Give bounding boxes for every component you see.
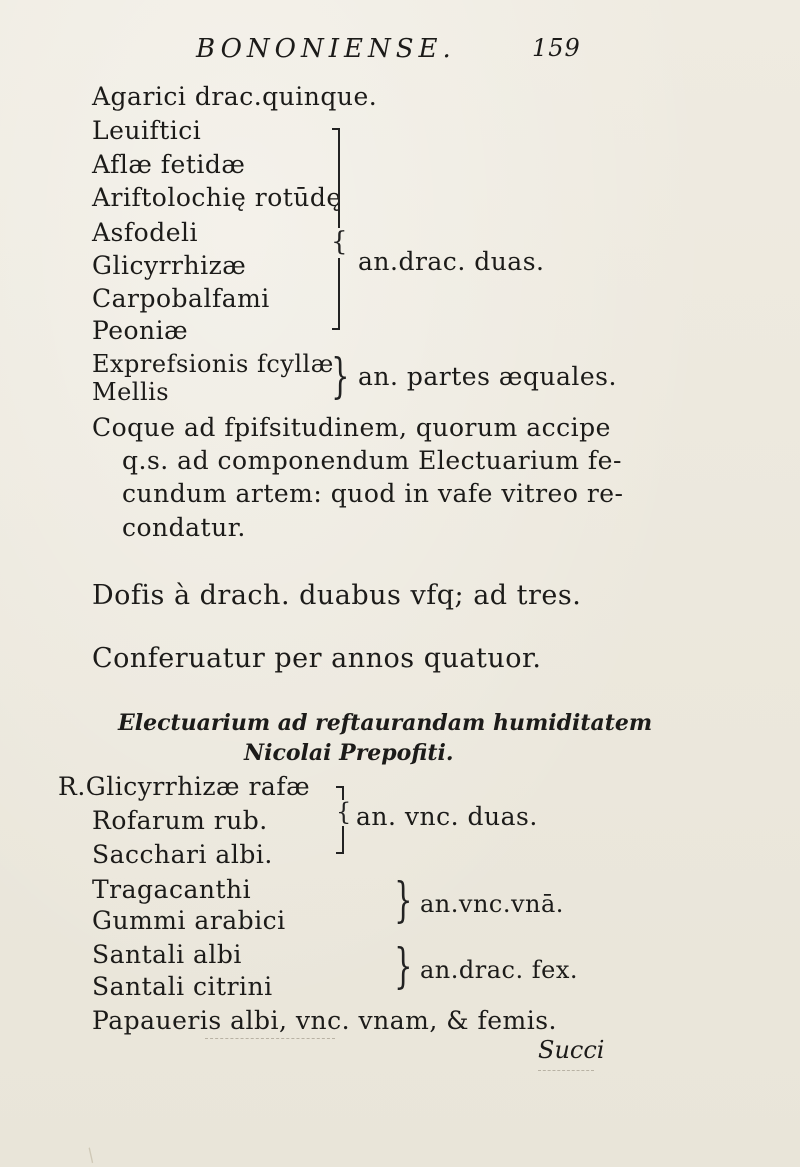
- bracket2-bottom-tick: [336, 852, 344, 854]
- brace-recipe2-group3: }: [394, 938, 413, 994]
- catchword-rule: [538, 1070, 594, 1071]
- stray-mark: /: [83, 1144, 99, 1167]
- recipe2-group2-quantity: an.vnc.vnā.: [420, 890, 564, 918]
- ingredient-glicyrrhizae-rasae: R.Glicyrrhizæ rafæ: [58, 772, 311, 801]
- bracket-group1-point: {: [331, 227, 348, 257]
- ingredient-asae-fetidae: Aflæ fetidæ: [92, 150, 246, 179]
- catchword: Succi: [538, 1036, 605, 1064]
- recipe2-group1-quantity: an. vnc. duas.: [356, 802, 538, 831]
- ingredient-rosarum-rub: Rofarum rub.: [92, 806, 268, 835]
- page-number: 159: [532, 34, 581, 62]
- faint-dash-rule: [205, 1038, 335, 1039]
- ingredient-glicyrrhizae: Glicyrrhizæ: [92, 251, 247, 280]
- bracket2-point: {: [336, 798, 352, 826]
- running-title: BONONIENSE.: [196, 34, 456, 64]
- ingredient-expressionis-scyllae: Exprefsionis fcyllæ: [92, 350, 334, 378]
- instruction-line-2: q.s. ad componendum Electuarium fe-: [122, 446, 622, 475]
- ingredient-sacchari-albi: Sacchari albi.: [92, 840, 273, 869]
- bracket-group1-lower: [338, 258, 340, 328]
- ingredient-aristolochiae: Ariftolochię rotūdę: [92, 183, 342, 212]
- instruction-line-4: condatur.: [122, 513, 246, 542]
- ingredient-leuistici: Leuiftici: [92, 116, 202, 145]
- recipe2-title-line1: Electuarium ad reftaurandam humiditatem: [118, 710, 653, 736]
- bracket2-lower: [342, 826, 344, 852]
- ingredient-tragacanthi: Tragacanthi: [92, 875, 252, 904]
- group2-quantity: an. partes æquales.: [358, 362, 617, 391]
- ingredient-gummi-arabici: Gummi arabici: [92, 906, 286, 935]
- instruction-line-1: Coque ad fpifsitudinem, quorum accipe: [92, 413, 611, 442]
- bracket-group1-upper: [338, 128, 340, 228]
- ingredient-santali-citrini: Santali citrini: [92, 972, 273, 1001]
- recipe2-group3-quantity: an.drac. fex.: [420, 956, 578, 984]
- group1-quantity: an.drac. duas.: [358, 247, 545, 276]
- dose-line: Dofis à drach. duabus vfq; ad tres.: [92, 580, 582, 611]
- ingredient-mellis: Mellis: [92, 378, 170, 406]
- instruction-line-3: cundum artem: quod in vafe vitreo re-: [122, 479, 624, 508]
- preservation-line: Conferuatur per annos quatuor.: [92, 643, 542, 674]
- ingredient-peoniae: Peoniæ: [92, 316, 189, 345]
- ingredient-santali-albi: Santali albi: [92, 940, 242, 969]
- recipe2-last-line: Papaueris albi, vnc. vnam, & femis.: [92, 1006, 557, 1035]
- brace-recipe2-group2: }: [394, 872, 413, 928]
- brace-group2: }: [331, 348, 350, 404]
- recipe1-intro: Agarici drac.quinque.: [92, 82, 378, 111]
- recipe2-title-line2: Nicolai Prepofiti.: [244, 740, 454, 766]
- ingredient-carpobalsami: Carpobalfami: [92, 284, 270, 313]
- ingredient-asfodeli: Asfodeli: [92, 218, 198, 247]
- bracket-bottom-tick: [332, 328, 340, 330]
